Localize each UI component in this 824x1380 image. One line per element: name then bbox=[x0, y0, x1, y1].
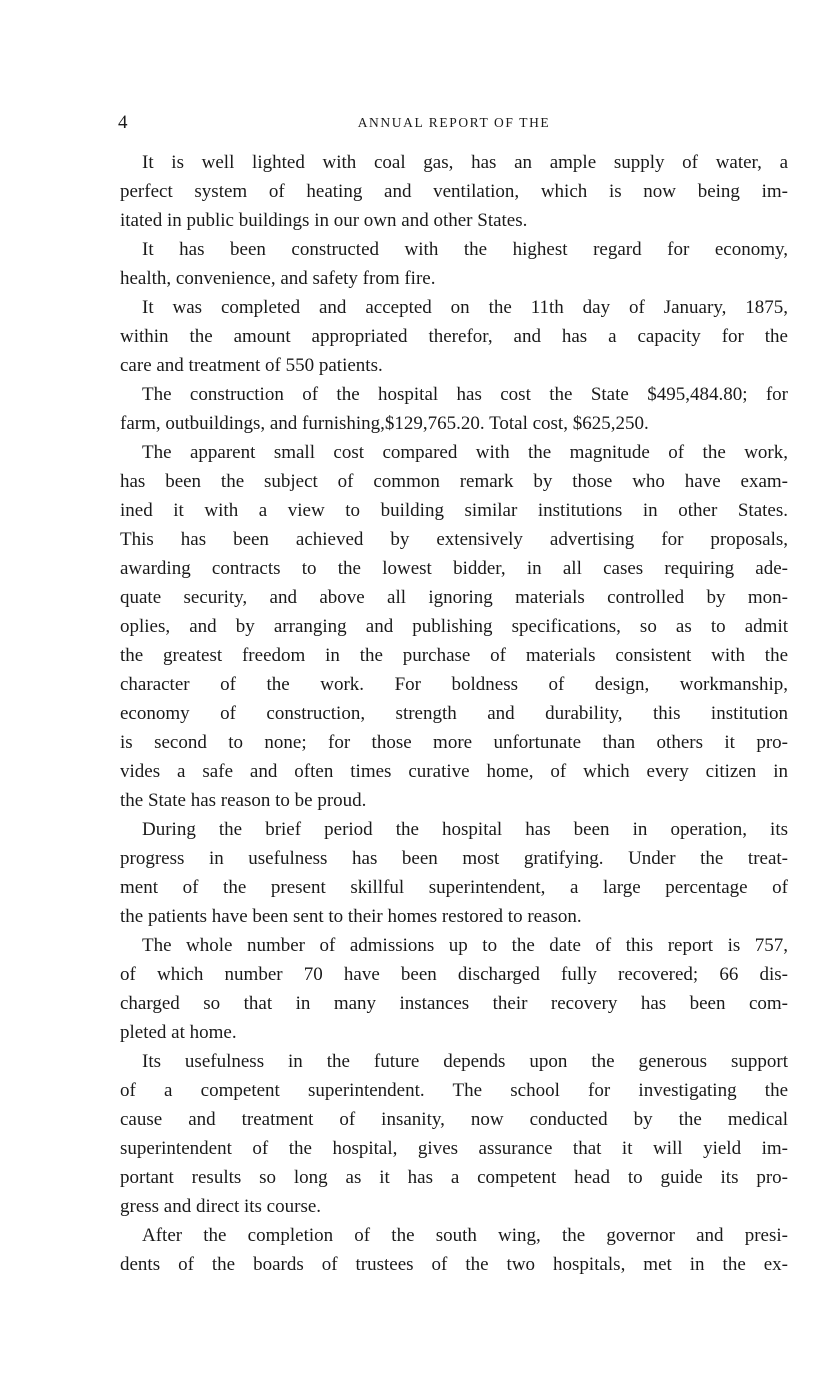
paragraph bbox=[120, 1221, 788, 1279]
text-line: dents of the boards of trustees of the two hospitals, met in the ex- bbox=[120, 1254, 788, 1275]
body-text bbox=[120, 148, 788, 1279]
text-line: farm, outbuildings, and furnishing,$129,765.20. Total cost, $625,250. bbox=[120, 413, 649, 434]
text-line: Its usefulness in the future depends upon the generous support bbox=[142, 1051, 788, 1072]
text-line: vides a safe and often times curative home, of which every citizen in bbox=[120, 761, 788, 782]
paragraph bbox=[120, 380, 788, 438]
text-line: has been the subject of common remark by those who have exam- bbox=[120, 471, 788, 492]
text-line: It was completed and accepted on the 11th day of January, 1875, bbox=[142, 297, 788, 318]
text-line: The whole number of admissions up to the date of this report is 757, bbox=[142, 935, 788, 956]
paragraph bbox=[120, 148, 788, 235]
text-line: character of the work. For boldness of design, workmanship, bbox=[120, 674, 788, 695]
text-line: It is well lighted with coal gas, has an ample supply of water, a bbox=[142, 152, 788, 173]
text-line: portant results so long as it has a competent head to guide its pro- bbox=[120, 1167, 788, 1188]
text-line: itated in public buildings in our own and other States. bbox=[120, 210, 528, 231]
text-line: within the amount appropriated therefor, and has a capacity for the bbox=[120, 326, 788, 347]
text-line: awarding contracts to the lowest bidder, in all cases requiring ade- bbox=[120, 558, 788, 579]
running-head: ANNUAL REPORT OF THE bbox=[357, 115, 551, 130]
text-line: During the brief period the hospital has been in operation, its bbox=[142, 819, 788, 840]
paragraph bbox=[120, 1047, 788, 1221]
text-line: of which number 70 have been discharged fully recovered; 66 dis- bbox=[120, 964, 788, 985]
text-line: oplies, and by arranging and publishing specifications, so as to admit bbox=[120, 616, 788, 637]
text-line: quate security, and above all ignoring materials controlled by mon- bbox=[120, 587, 788, 608]
text-line: pleted at home. bbox=[120, 1022, 237, 1043]
text-line: ined it with a view to building similar institutions in other States. bbox=[120, 500, 788, 521]
paragraph bbox=[120, 235, 788, 293]
paragraph bbox=[120, 931, 788, 1047]
paragraph bbox=[120, 293, 788, 380]
text-line: care and treatment of 550 patients. bbox=[120, 355, 383, 376]
text-line: ment of the present skillful superintendent, a large percentage of bbox=[120, 877, 788, 898]
text-line: The construction of the hospital has cost the State $495,484.80; for bbox=[142, 384, 788, 405]
text-line: economy of construction, strength and durability, this institution bbox=[120, 703, 788, 724]
text-line: the State has reason to be proud. bbox=[120, 790, 367, 811]
page-number: 4 bbox=[118, 112, 128, 133]
text-line: The apparent small cost compared with the magnitude of the work, bbox=[142, 442, 788, 463]
text-line: the greatest freedom in the purchase of materials consistent with the bbox=[120, 645, 788, 666]
text-line: This has been achieved by extensively advertising for proposals, bbox=[120, 529, 788, 550]
paragraph bbox=[120, 438, 788, 815]
text-line: the patients have been sent to their homes restored to reason. bbox=[120, 906, 582, 927]
text-line: It has been constructed with the highest regard for economy, bbox=[142, 239, 788, 260]
text-line: progress in usefulness has been most gratifying. Under the treat- bbox=[120, 848, 788, 869]
text-line: is second to none; for those more unfortunate than others it pro- bbox=[120, 732, 788, 753]
text-line: charged so that in many instances their recovery has been com- bbox=[120, 993, 788, 1014]
text-line: of a competent superintendent. The school for investigating the bbox=[120, 1080, 788, 1101]
paragraph bbox=[120, 815, 788, 931]
text-line: health, convenience, and safety from fire. bbox=[120, 268, 436, 289]
page-header bbox=[118, 112, 790, 134]
text-line: After the completion of the south wing, the governor and presi- bbox=[142, 1225, 788, 1246]
text-line: superintendent of the hospital, gives assurance that it will yield im- bbox=[120, 1138, 788, 1159]
text-line: perfect system of heating and ventilation, which is now being im- bbox=[120, 181, 788, 202]
text-line: cause and treatment of insanity, now conducted by the medical bbox=[120, 1109, 788, 1130]
text-line: gress and direct its course. bbox=[120, 1196, 322, 1217]
